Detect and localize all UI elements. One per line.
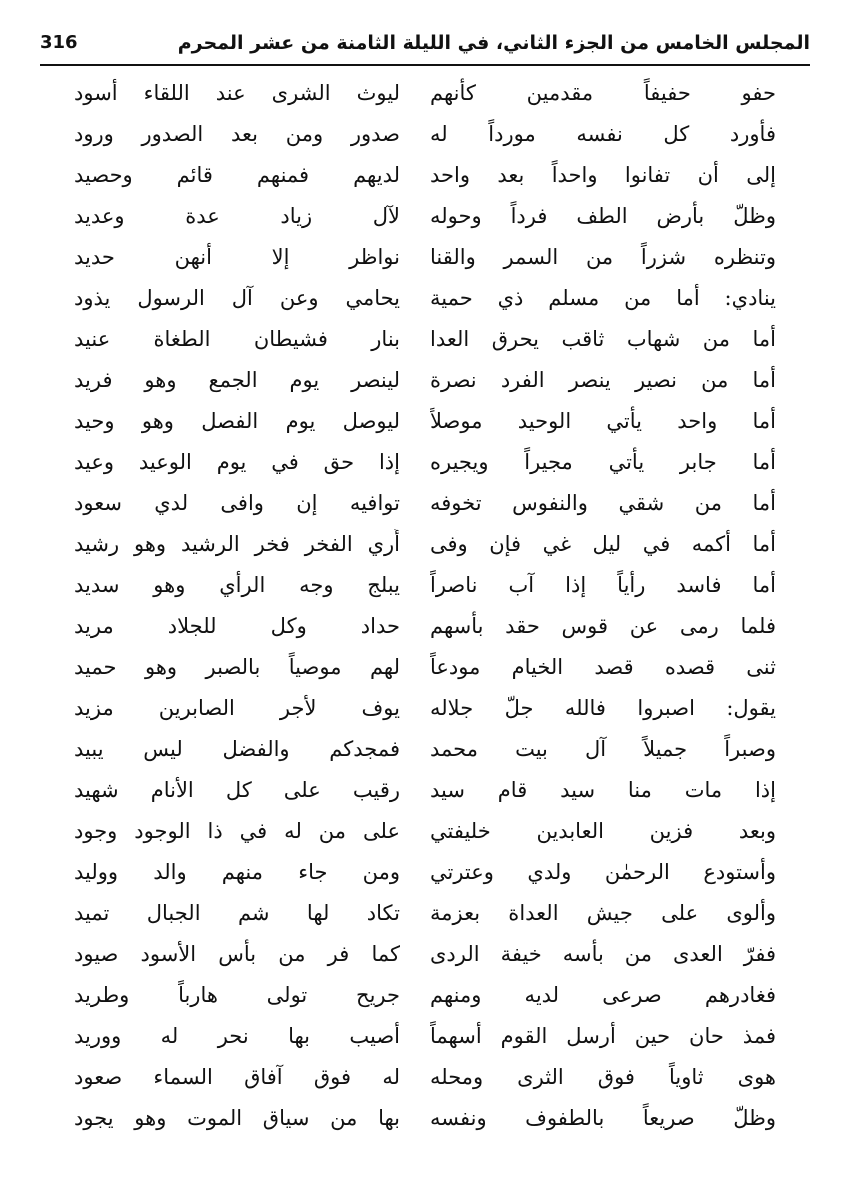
verse-line: وألوى على جيش العداة بعزمة — [430, 901, 776, 925]
verse-line: لآل زياد عدة وعديد — [74, 204, 400, 228]
verse-line: فلما رمى عن قوس حقد بأسهم — [430, 614, 776, 638]
verse-line: بها من سياق الموت وهو يجود — [74, 1106, 400, 1130]
verse-line: لينصر يوم الجمع وهو فريد — [74, 368, 400, 392]
verse-line: أُري الفخر فخر الرشيد وهو رشيد — [74, 532, 400, 556]
verse-line: إذا حق في يوم الوعيد وعيد — [74, 450, 400, 474]
verse-line: لديهم فمنهم قائم وحصيد — [74, 163, 400, 187]
verse-line: ينادي: أما من مسلم ذي حمية — [430, 286, 776, 310]
poem-second-hemistichs — [74, 78, 400, 1144]
running-header — [40, 30, 810, 64]
verse-line: على من له في ذا الوجود وجود — [74, 819, 400, 843]
verse-line: حداد وكل للجلاد مريد — [74, 614, 400, 638]
verse-line: ثنى قصده قصد الخيام مودعاً — [430, 655, 776, 679]
verse-line: فأورد كل نفسه مورداً له — [430, 122, 776, 146]
verse-line: ففرّ العدى من بأسه خيفة الردى — [430, 942, 776, 966]
verse-line: أصيب بها نحر له ووريد — [74, 1024, 400, 1048]
verse-line: أما أكمه في ليل غي فإن وفى — [430, 532, 776, 556]
verse-line: فمجدكم والفضل ليس يبيد — [74, 737, 400, 761]
verse-line: حفو حفيفاً مقدمين كأنهم — [430, 81, 776, 105]
verse-line: أما جابر يأتي مجيراً ويجيره — [430, 450, 776, 474]
verse-line: يقول: اصبروا فالله جلّ جلاله — [430, 696, 776, 720]
chapter-title: المجلس الخامس من الجزء الثاني، في الليلة الثامنة من عشر المحرم — [177, 32, 810, 54]
page-number: 316 — [40, 32, 78, 53]
verse-line: ومن جاء منهم والد ووليد — [74, 860, 400, 884]
verse-line: نواظر إلا أنهن حديد — [74, 245, 400, 269]
poem-first-hemistichs — [430, 78, 776, 1144]
verse-line: توافيه إن وافى لدي سعود — [74, 491, 400, 515]
verse-line: إذا مات منا سيد قام سيد — [430, 778, 776, 802]
verse-line: يوف لأجر الصابرين مزيد — [74, 696, 400, 720]
verse-line: صدور ومن بعد الصدور ورود — [74, 122, 400, 146]
verse-line: ليوصل يوم الفصل وهو وحيد — [74, 409, 400, 433]
verse-line: فغادرهم صرعى لديه ومنهم — [430, 983, 776, 1007]
verse-line: وظلّ صريعاً بالطفوف ونفسه — [430, 1106, 776, 1130]
verse-line: يبلج وجه الرأي وهو سديد — [74, 573, 400, 597]
verse-line: لهم موصياً بالصبر وهو حميد — [74, 655, 400, 679]
verse-line: أما من شقي والنفوس تخوفه — [430, 491, 776, 515]
verse-line: يحامي وعن آل الرسول يذود — [74, 286, 400, 310]
verse-line: أما واحد يأتي الوحيد موصلاً — [430, 409, 776, 433]
verse-line: وبعد فزين العابدين خليفتي — [430, 819, 776, 843]
verse-line: وظلّ بأرض الطف فرداً وحوله — [430, 204, 776, 228]
verse-line: وتنظره شزراً من السمر والقنا — [430, 245, 776, 269]
verse-line: ليوث الشرى عند اللقاء أسود — [74, 81, 400, 105]
verse-line: وصبراً جميلاً آل بيت محمد — [430, 737, 776, 761]
verse-line: أما فاسد رأياً إذا آب ناصراً — [430, 573, 776, 597]
verse-line: وأستودع الرحمٰن ولدي وعترتي — [430, 860, 776, 884]
verse-line: هوى ثاوياً فوق الثرى ومحله — [430, 1065, 776, 1089]
verse-line: بنار فشيطان الطغاة عنيد — [74, 327, 400, 351]
verse-line: أما من شهاب ثاقب يحرق العدا — [430, 327, 776, 351]
verse-line: له فوق آفاق السماء صعود — [74, 1065, 400, 1089]
verse-line: فمذ حان حين أرسل القوم أسهماً — [430, 1024, 776, 1048]
header-divider — [40, 64, 810, 66]
verse-line: كما فر من بأس الأسود صيود — [74, 942, 400, 966]
verse-line: أما من نصير ينصر الفرد نصرة — [430, 368, 776, 392]
verse-line: جريح تولى هارباً وطريد — [74, 983, 400, 1007]
verse-line: تكاد لها شم الجبال تميد — [74, 901, 400, 925]
verse-line: إلى أن تفانوا واحداً بعد واحد — [430, 163, 776, 187]
verse-line: رقيب على كل الأنام شهيد — [74, 778, 400, 802]
